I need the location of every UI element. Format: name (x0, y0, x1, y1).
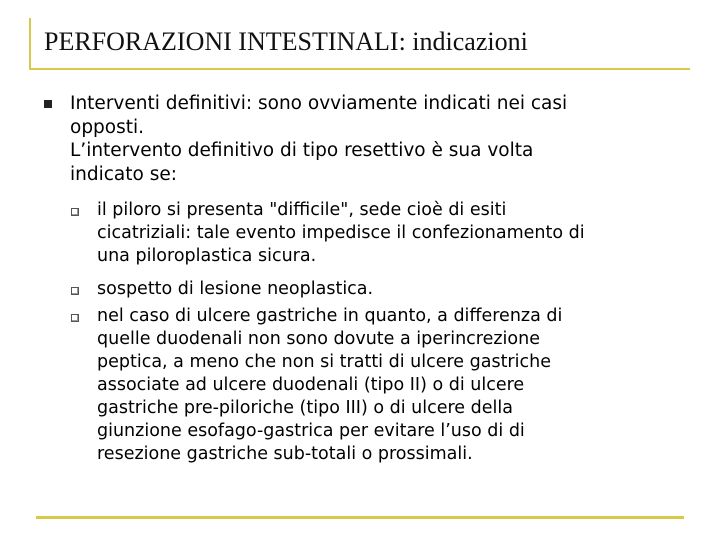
main-bullet-text (70, 92, 680, 186)
sub-bullet-line: nel caso di ulcere gastriche in quanto, a differenza di (97, 306, 563, 326)
checkbox-bullet-icon (71, 208, 79, 216)
main-bullet-line: opposti. (70, 116, 145, 138)
sub-bullet-text (97, 199, 687, 268)
sub-bullet-line: il piloro si presenta "difficile", sede cioè di esiti (97, 200, 507, 220)
sub-bullet-line: giunzione esofago-gastrica per evitare l’uso di di (97, 421, 525, 441)
sub-bullet-line: associate ad ulcere duodenali (tipo II) o di ulcere (97, 375, 525, 395)
main-bullet-line: Interventi definitivi: sono ovviamente indicati nei casi (70, 93, 568, 114)
title-accent-vertical-line (29, 18, 31, 70)
sub-bullet-line: quelle duodenali non sono dovute a iperincrezione (97, 329, 540, 349)
footer-rule (36, 516, 684, 519)
sub-bullet-text (97, 278, 687, 301)
sub-bullet-line: resezione gastriche sub-totali o prossimali. (97, 444, 473, 464)
sub-bullet-line: una piloroplastica sicura. (97, 246, 317, 266)
checkbox-bullet-icon (71, 287, 79, 295)
sub-bullet-line: cicatriziali: tale evento impedisce il confezionamento di (97, 223, 585, 243)
sub-bullet-text (97, 305, 687, 466)
main-bullet-line: indicato se: (70, 163, 177, 185)
sub-bullet-line: gastriche pre-piloriche (tipo III) o di ulcere della (97, 398, 513, 418)
page-title: PERFORAZIONI INTESTINALI: indicazioni (44, 27, 528, 56)
title-underline (29, 68, 690, 70)
square-bullet-icon (44, 100, 52, 108)
sub-bullet-line: sospetto di lesione neoplastica. (97, 279, 374, 299)
sub-bullet-line: peptica, a meno che non si tratti di ulcere gastriche (97, 352, 551, 372)
checkbox-bullet-icon (71, 314, 79, 322)
main-bullet-line: L’intervento definitivo di tipo resettivo è sua volta (70, 140, 534, 161)
